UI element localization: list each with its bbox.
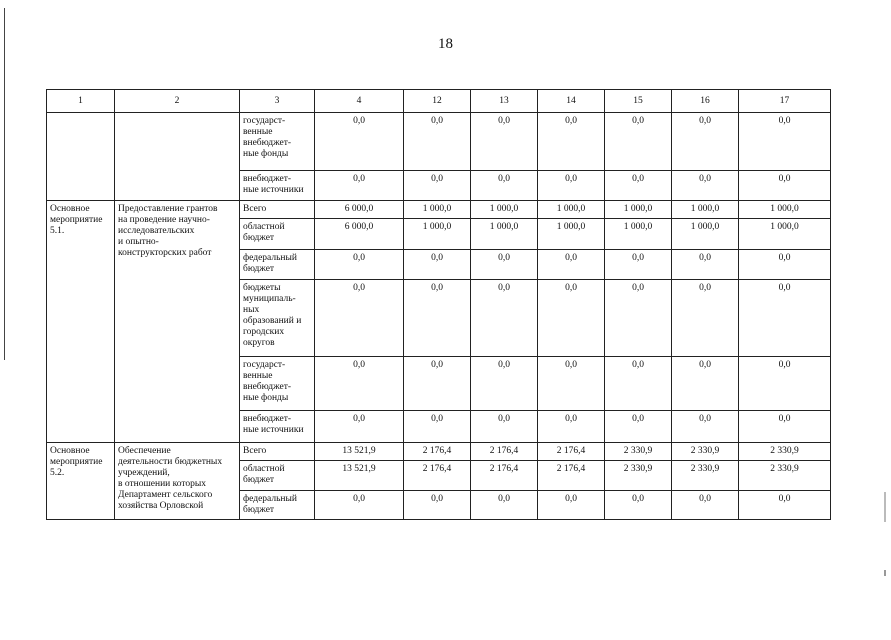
- value-cell: 0,0: [471, 113, 538, 171]
- value-cell: 0,0: [538, 113, 605, 171]
- column-header: 3: [240, 90, 315, 113]
- description-cell: [115, 113, 240, 201]
- activity-cell: Основное мероприятие 5.2.: [47, 443, 115, 520]
- value-cell: 0,0: [605, 411, 672, 443]
- value-cell: 2 176,4: [404, 461, 471, 491]
- funding-source-cell: Всего: [240, 443, 315, 461]
- value-cell: 0,0: [315, 491, 404, 520]
- value-cell: 6 000,0: [315, 201, 404, 219]
- header-row: [47, 90, 831, 113]
- page-number: 18: [438, 36, 453, 52]
- value-cell: 0,0: [672, 171, 739, 201]
- value-cell: 0,0: [538, 411, 605, 443]
- funding-source-cell: внебюджет- ные источники: [240, 171, 315, 201]
- value-cell: 0,0: [605, 491, 672, 520]
- value-cell: 0,0: [605, 357, 672, 411]
- funding-source-cell: областной бюджет: [240, 219, 315, 250]
- value-cell: 0,0: [538, 250, 605, 280]
- value-cell: 2 330,9: [672, 443, 739, 461]
- value-cell: 0,0: [471, 250, 538, 280]
- value-cell: 2 176,4: [471, 461, 538, 491]
- funding-source-cell: федеральный бюджет: [240, 491, 315, 520]
- value-cell: 0,0: [672, 113, 739, 171]
- value-cell: 1 000,0: [605, 219, 672, 250]
- table-row: [47, 201, 831, 219]
- column-header: 4: [315, 90, 404, 113]
- funding-source-cell: областной бюджет: [240, 461, 315, 491]
- value-cell: 0,0: [471, 411, 538, 443]
- value-cell: 1 000,0: [538, 201, 605, 219]
- value-cell: 0,0: [605, 113, 672, 171]
- value-cell: 2 330,9: [739, 443, 831, 461]
- value-cell: 0,0: [538, 280, 605, 357]
- value-cell: 2 330,9: [739, 461, 831, 491]
- value-cell: 0,0: [538, 171, 605, 201]
- value-cell: 2 330,9: [605, 461, 672, 491]
- value-cell: 13 521,9: [315, 443, 404, 461]
- funding-source-cell: внебюджет- ные источники: [240, 411, 315, 443]
- column-header: 17: [739, 90, 831, 113]
- value-cell: 0,0: [315, 280, 404, 357]
- funding-source-cell: бюджеты муниципаль- ных образований и городских округов: [240, 280, 315, 357]
- value-cell: 0,0: [404, 113, 471, 171]
- funding-source-cell: Всего: [240, 201, 315, 219]
- description-cell: Обеспечение деятельности бюджетных учреждений, в отношении которых Департамент сельского хозяйства Орловской: [115, 443, 240, 520]
- value-cell: 1 000,0: [471, 201, 538, 219]
- value-cell: 0,0: [471, 171, 538, 201]
- value-cell: 0,0: [672, 357, 739, 411]
- value-cell: 0,0: [672, 250, 739, 280]
- column-header: 1: [47, 90, 115, 113]
- value-cell: 0,0: [672, 280, 739, 357]
- column-header: 13: [471, 90, 538, 113]
- value-cell: 0,0: [404, 491, 471, 520]
- value-cell: 0,0: [605, 171, 672, 201]
- value-cell: 1 000,0: [672, 201, 739, 219]
- value-cell: 0,0: [739, 357, 831, 411]
- value-cell: 2 176,4: [538, 461, 605, 491]
- value-cell: 0,0: [471, 357, 538, 411]
- value-cell: 0,0: [672, 411, 739, 443]
- value-cell: 1 000,0: [605, 201, 672, 219]
- scan-mark: [884, 492, 886, 522]
- value-cell: 1 000,0: [739, 219, 831, 250]
- value-cell: 1 000,0: [471, 219, 538, 250]
- scan-mark: [884, 570, 886, 576]
- value-cell: 0,0: [739, 411, 831, 443]
- value-cell: 0,0: [739, 280, 831, 357]
- value-cell: 0,0: [739, 491, 831, 520]
- value-cell: 1 000,0: [538, 219, 605, 250]
- value-cell: 1 000,0: [404, 219, 471, 250]
- funding-source-cell: федеральный бюджет: [240, 250, 315, 280]
- value-cell: 2 176,4: [471, 443, 538, 461]
- table-row: [47, 113, 831, 171]
- value-cell: 6 000,0: [315, 219, 404, 250]
- value-cell: 0,0: [315, 113, 404, 171]
- value-cell: 13 521,9: [315, 461, 404, 491]
- column-header: 2: [115, 90, 240, 113]
- value-cell: 0,0: [538, 357, 605, 411]
- value-cell: 1 000,0: [739, 201, 831, 219]
- column-header: 15: [605, 90, 672, 113]
- value-cell: 0,0: [538, 491, 605, 520]
- budget-table: [46, 89, 831, 520]
- value-cell: 0,0: [672, 491, 739, 520]
- value-cell: 0,0: [739, 113, 831, 171]
- value-cell: 2 330,9: [672, 461, 739, 491]
- column-header: 12: [404, 90, 471, 113]
- value-cell: 0,0: [404, 411, 471, 443]
- value-cell: 0,0: [471, 280, 538, 357]
- value-cell: 0,0: [315, 411, 404, 443]
- value-cell: 1 000,0: [404, 201, 471, 219]
- value-cell: 0,0: [739, 250, 831, 280]
- funding-source-cell: государст- венные внебюджет- ные фонды: [240, 357, 315, 411]
- value-cell: 0,0: [404, 357, 471, 411]
- value-cell: 1 000,0: [672, 219, 739, 250]
- activity-cell: Основное мероприятие 5.1.: [47, 201, 115, 443]
- table-row: [47, 443, 831, 461]
- value-cell: 2 176,4: [538, 443, 605, 461]
- column-header: 16: [672, 90, 739, 113]
- value-cell: 0,0: [404, 171, 471, 201]
- funding-source-cell: государст- венные внебюджет- ные фонды: [240, 113, 315, 171]
- value-cell: 2 330,9: [605, 443, 672, 461]
- value-cell: 0,0: [315, 250, 404, 280]
- scan-edge-line: [4, 8, 5, 360]
- value-cell: 0,0: [605, 250, 672, 280]
- value-cell: 0,0: [739, 171, 831, 201]
- value-cell: 0,0: [315, 357, 404, 411]
- value-cell: 0,0: [404, 250, 471, 280]
- description-cell: Предоставление грантов на проведение научно- исследовательских и опытно- конструкторских работ: [115, 201, 240, 443]
- value-cell: 2 176,4: [404, 443, 471, 461]
- column-header: 14: [538, 90, 605, 113]
- activity-cell: [47, 113, 115, 201]
- value-cell: 0,0: [315, 171, 404, 201]
- value-cell: 0,0: [605, 280, 672, 357]
- value-cell: 0,0: [471, 491, 538, 520]
- value-cell: 0,0: [404, 280, 471, 357]
